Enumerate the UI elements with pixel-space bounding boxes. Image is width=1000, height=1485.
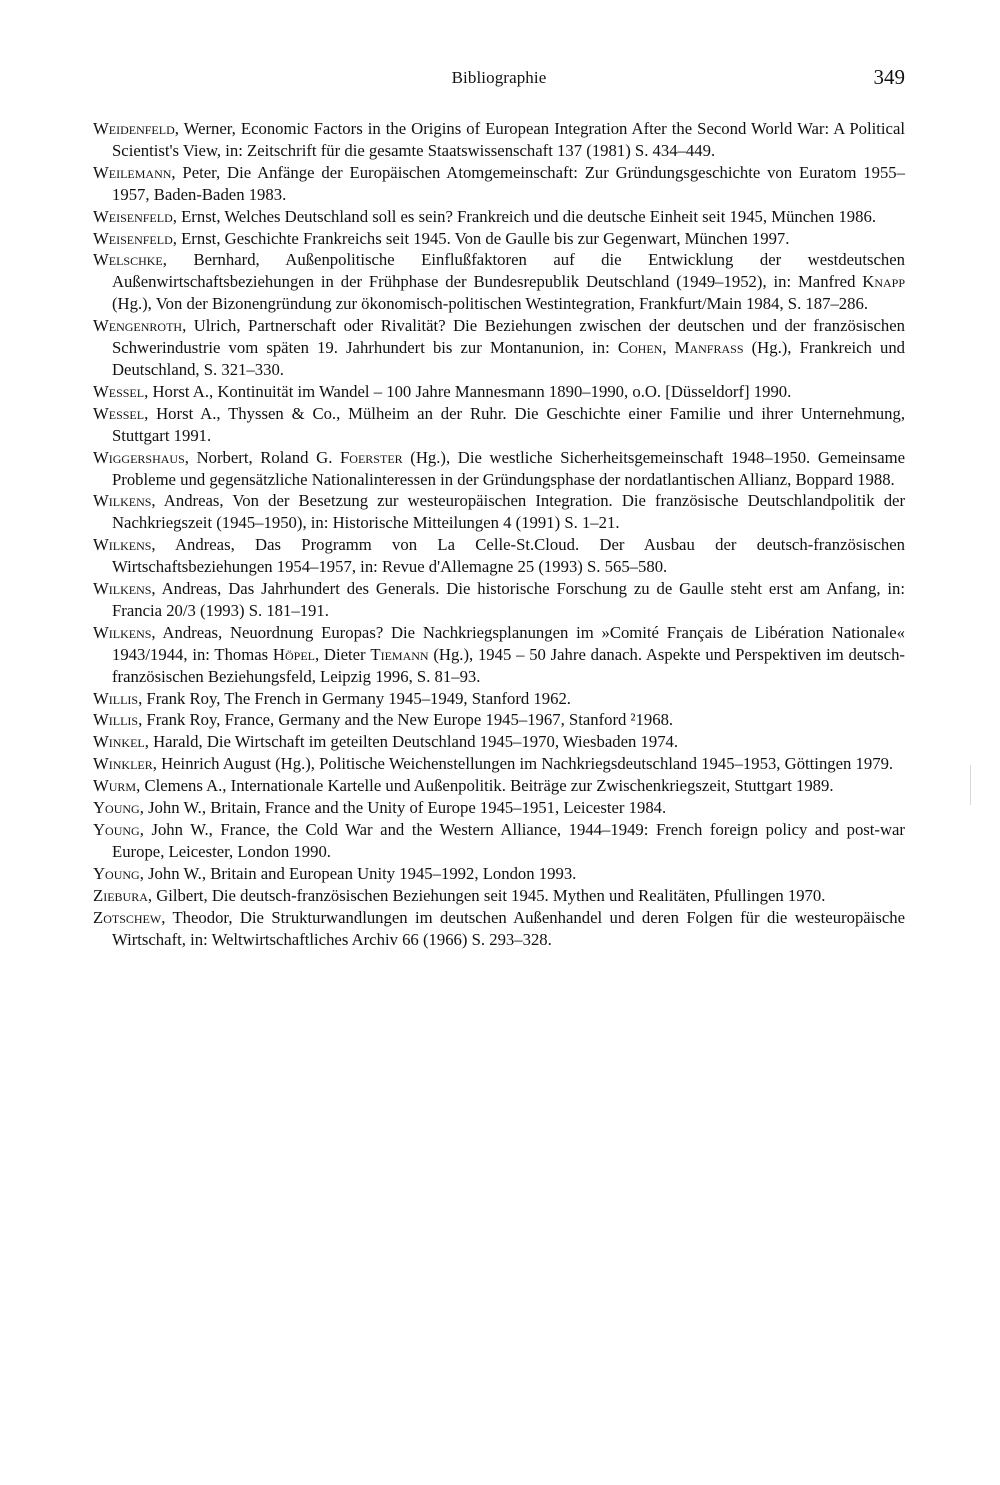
entry-text: , Werner, Economic Factors in the Origins of European Integration After the Second World War: A Political Scientist's View, in: Zeitschrift für die gesamte Staatswissenschaft 137 (1981) S. 434–449.	[112, 119, 905, 160]
bibliography-entry	[93, 447, 905, 491]
entry-text: , John W., France, the Cold War and the Western Alliance, 1944–1949: French foreign policy and post-war Europe, Leicester, London 1990.	[112, 820, 905, 861]
entry-author: Zotschew	[93, 907, 162, 927]
bibliography-entry	[93, 118, 905, 162]
entry-author: Weilemann	[93, 162, 172, 182]
entry-text: , Heinrich August (Hg.), Politische Weichenstellungen im Nachkriegsdeutschland 1945–1953, Göttingen 1979.	[152, 754, 894, 774]
entry-author: Wilkens	[93, 579, 152, 599]
bibliography-entry	[93, 907, 905, 951]
entry-name: Tiemann	[370, 644, 429, 664]
entry-author: Winkler	[93, 754, 153, 774]
entry-author: Wilkens	[93, 491, 152, 511]
bibliography-entry	[93, 249, 905, 315]
bibliography-entry	[93, 709, 905, 731]
running-head	[93, 65, 905, 102]
entry-text: , Andreas, Das Programm von La Celle-St.Cloud. Der Ausbau der deutsch-französischen Wirtschaftsbeziehungen 1954–1957, in: Revue d'Allemagne 25 (1993) S. 565–580.	[112, 535, 905, 577]
entry-name: Foerster	[340, 447, 403, 467]
entry-text: (Hg.), Von der Bizonengründung zur ökonomisch-politischen Westintegration, Frankfurt/Main 1984, S. 187–286.	[112, 294, 868, 314]
entry-author: Wengenroth	[93, 316, 183, 336]
bibliography-entry	[93, 578, 905, 622]
bibliography-list	[93, 118, 905, 950]
bibliography-entry	[93, 490, 905, 534]
entry-text: , Clemens A., Internationale Kartelle und Außenpolitik. Beiträge zur Zwischenkriegszeit, Stuttgart 1989.	[136, 776, 834, 796]
entry-author: Weidenfeld	[93, 119, 175, 138]
entry-text: , Harald, Die Wirtschaft im geteilten Deutschland 1945–1970, Wiesbaden 1974.	[144, 732, 679, 752]
entry-text: , Andreas, Neuordnung Europas? Die Nachkriegsplanungen im »Comité Français de Libération Nationale« 1943/1944, in: Thomas	[112, 622, 905, 664]
bibliography-entry	[93, 622, 905, 688]
entry-text: (Hg.), Frankreich und Deutschland, S. 321–330.	[112, 338, 906, 379]
entry-author: Willis	[93, 688, 139, 708]
entry-text: , Andreas, Das Jahrhundert des Generals. Die historische Forschung zu de Gaulle steht erst am Anfang, in: Francia 20/3 (1993) S. 181–191.	[112, 579, 905, 620]
entry-text: , John W., Britain and European Unity 1945–1992, London 1993.	[139, 863, 577, 883]
page-number: 349	[873, 65, 905, 89]
bibliography-entry	[93, 403, 905, 447]
entry-text: , Frank Roy, France, Germany and the New Europe 1945–1967, Stanford ²1968.	[138, 710, 674, 730]
entry-author: Wessel	[93, 381, 145, 401]
entry-text: , Andreas, Von der Besetzung zur westeuropäischen Integration. Die französische Deutschlandpolitik der Nachkriegszeit (1945–1950), in: Historische Mitteilungen 4 (1991) S. 1–21.	[112, 491, 905, 533]
entry-author: Wurm	[93, 776, 137, 796]
entry-text: , Dieter	[314, 644, 371, 664]
bibliography-entry	[93, 381, 905, 403]
entry-author: Wessel	[93, 403, 145, 423]
entry-author: Ziebura	[93, 885, 148, 905]
entry-text: , Gilbert, Die deutsch-französischen Beziehungen seit 1945. Mythen und Realitäten, Pfullingen 1970.	[147, 885, 826, 905]
entry-text: , Horst A., Thyssen & Co., Mülheim an der Ruhr. Die Geschichte einer Familie und ihrer Unternehmung, Stuttgart 1991.	[112, 403, 905, 445]
bibliography-entry	[93, 863, 905, 885]
entry-name: Höpel	[272, 644, 315, 664]
entry-author: Weisenfeld	[93, 228, 173, 248]
entry-text: , Theodor, Die Strukturwandlungen im deutschen Außenhandel und deren Folgen für die westeuropäische Wirtschaft, in: Weltwirtschaftliches Archiv 66 (1966) S. 293–328.	[112, 907, 905, 949]
bibliography-entry	[93, 731, 905, 753]
bibliography-entry	[93, 819, 905, 863]
bibliography-entry	[93, 206, 905, 228]
entry-author: Wiggershaus	[93, 447, 185, 467]
scan-mark	[970, 765, 971, 805]
entry-author: Young	[93, 820, 140, 839]
running-title: Bibliographie	[451, 68, 547, 87]
bibliography-entry	[93, 885, 905, 907]
entry-text: , Norbert, Roland G.	[184, 447, 341, 467]
entry-text: , Horst A., Kontinuität im Wandel – 100 Jahre Mannesmann 1890–1990, o.O. [Düsseldorf] 1990.	[144, 381, 792, 401]
bibliography-entry	[93, 315, 905, 381]
bibliography-entry	[93, 688, 905, 710]
bibliography-entry	[93, 797, 905, 819]
bibliography-entry	[93, 753, 905, 775]
entry-text: , Ernst, Welches Deutschland soll es sein? Frankreich und die deutsche Einheit seit 1945, München 1986.	[172, 206, 876, 226]
bibliography-entry	[93, 228, 905, 250]
entry-author: Young	[93, 863, 140, 883]
entry-author: Winkel	[93, 732, 145, 752]
entry-text: , Ulrich, Partnerschaft oder Rivalität? Die Beziehungen zwischen der deutschen und der französischen Schwerindustrie vom späten 19. Jahrhundert bis zur Montanunion, in:	[112, 316, 905, 358]
entry-author: Willis	[93, 710, 139, 730]
entry-author: Welschke	[93, 250, 163, 270]
entry-text: , Peter, Die Anfänge der Europäischen Atomgemeinschaft: Zur Gründungsgeschichte von Euratom 1955–1957, Baden-Baden 1983.	[112, 162, 905, 204]
entry-text: (Hg.), Die westliche Sicherheitsgemeinschaft 1948–1950. Gemeinsame Probleme und gegensätzliche Nationalinteressen in der Gründungsphase der nordatlantischen Allianz, Boppard 1988.	[112, 447, 905, 489]
entry-text: , Ernst, Geschichte Frankreichs seit 1945. Von de Gaulle bis zur Gegenwart, München 1997.	[172, 228, 790, 248]
bibliography-entry	[93, 775, 905, 797]
bibliography-entry	[93, 162, 905, 206]
book-page	[93, 65, 906, 950]
bibliography-entry	[93, 534, 905, 578]
entry-author: Young	[93, 798, 140, 818]
entry-text: , John W., Britain, France and the Unity of Europe 1945–1951, Leicester 1984.	[139, 798, 667, 818]
entry-name: Cohen, Manfrass	[617, 338, 744, 358]
entry-author: Wilkens	[93, 622, 152, 642]
entry-text: , Bernhard, Außenpolitische Einflußfaktoren auf die Entwicklung der westdeutschen Außenwirtschaftsbeziehungen in der Frühphase der Bundesrepublik Deutschland (1949–1952), in: Manfred	[112, 250, 905, 292]
entry-text: (Hg.), 1945 – 50 Jahre danach. Aspekte und Perspektiven im deutsch-französischen Beziehungsfeld, Leipzig 1996, S. 81–93.	[112, 644, 905, 686]
entry-author: Weisenfeld	[93, 206, 173, 226]
entry-name: Knapp	[862, 272, 905, 292]
entry-author: Wilkens	[93, 535, 152, 555]
entry-text: , Frank Roy, The French in Germany 1945–1949, Stanford 1962.	[138, 688, 571, 708]
